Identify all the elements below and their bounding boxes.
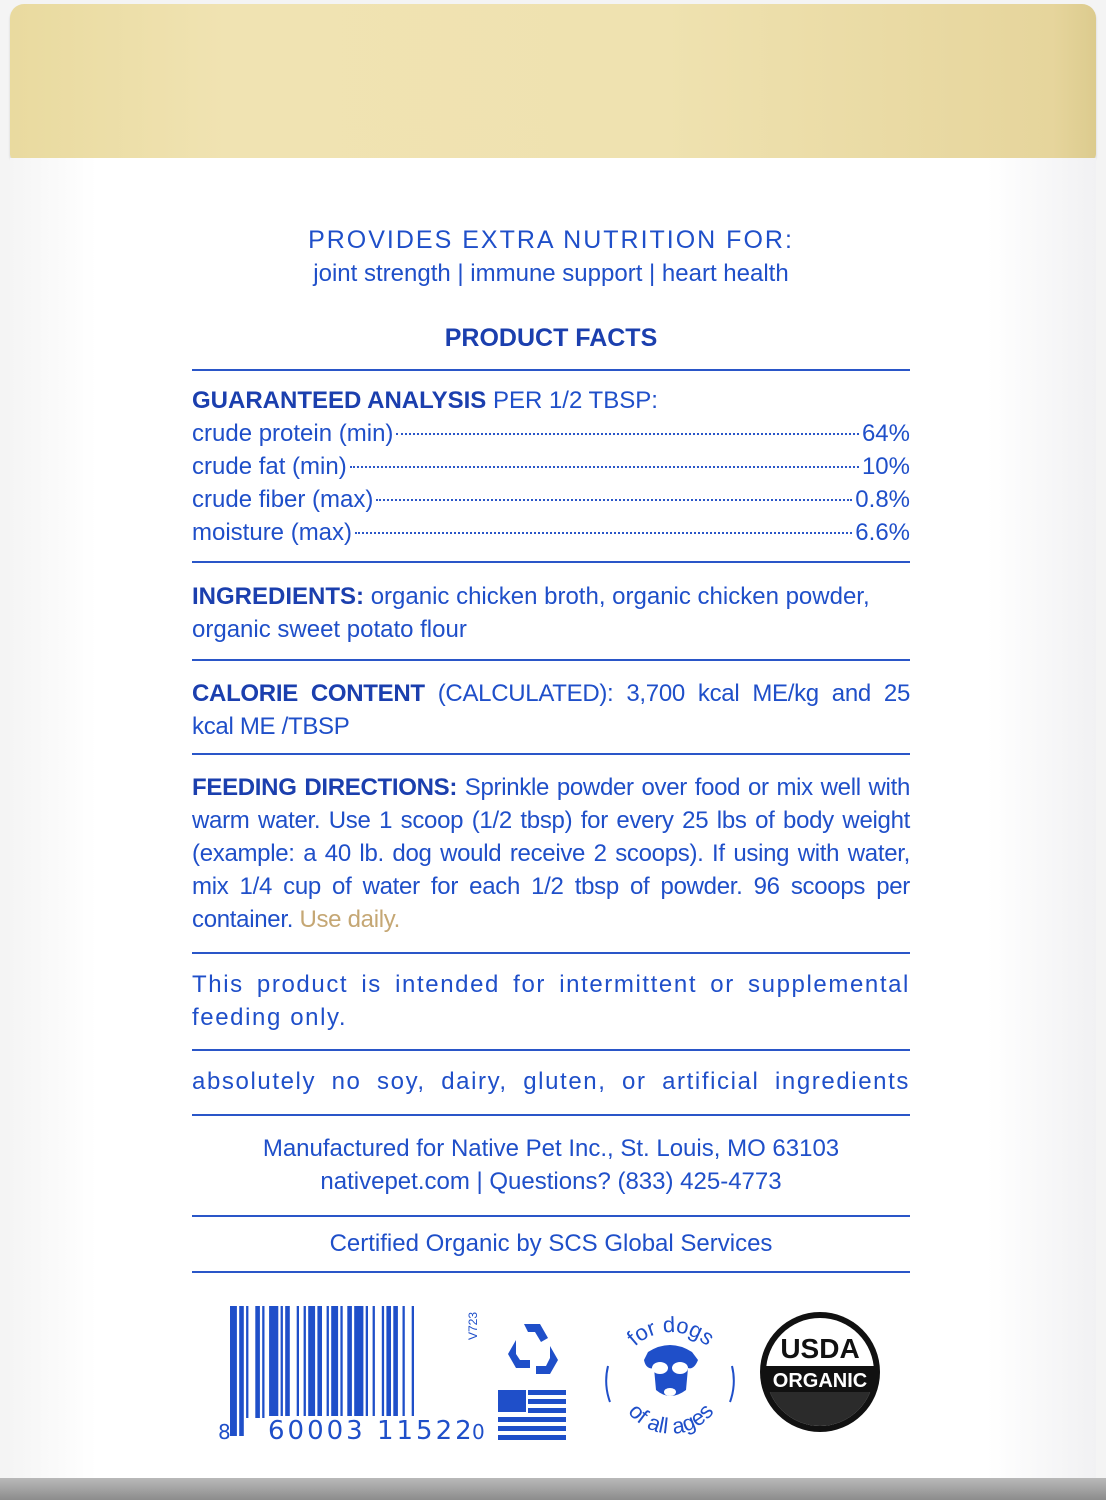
manufacturer-line1: Manufactured for Native Pet Inc., St. Louis, MO 63103 xyxy=(262,1135,840,1162)
use-daily: Use daily. xyxy=(299,906,401,933)
barcode-bar xyxy=(308,1306,315,1418)
barcode-bar xyxy=(262,1306,264,1418)
barcode-bar xyxy=(354,1306,363,1418)
barcode-bar xyxy=(393,1306,398,1418)
nutrition-title: PROVIDES EXTRA NUTRITION FOR: xyxy=(308,226,794,254)
benefits: joint strength | immune support | heart health xyxy=(313,260,789,287)
barcode-bar xyxy=(246,1306,248,1418)
analysis-heading: GUARANTEED ANALYSIS xyxy=(192,387,487,414)
analysis-value: 10% xyxy=(861,453,910,480)
feeding-heading: FEEDING DIRECTIONS: xyxy=(192,774,458,801)
barcode-code: V723 xyxy=(466,1311,480,1340)
divider xyxy=(192,1049,910,1051)
barcode-bar xyxy=(340,1306,342,1418)
divider xyxy=(192,753,910,755)
certification: Certified Organic by SCS Global Services xyxy=(329,1230,773,1257)
analysis-row xyxy=(192,417,910,450)
analysis-value: 64% xyxy=(861,420,910,447)
barcode-bar xyxy=(347,1306,352,1418)
american-flag-icon xyxy=(498,1390,566,1440)
feeding-text: Sprinkle powder over food or mix well with warm water. Use 1 scoop (1/2 tbsp) for every 25 lbs of body weight (example: a 40 lb. dog would receive 2 scoops). If using with water, mix 1/4 cup of water for each 1/2 tbsp of powder. 96 scoops per container. xyxy=(192,774,910,933)
barcode-bar xyxy=(327,1306,329,1418)
barcode-bar xyxy=(255,1306,260,1418)
svg-text:for dogs: for dogs xyxy=(621,1311,720,1351)
ingredients-text: organic chicken broth, organic chicken powder, organic sweet potato flour xyxy=(192,583,870,643)
calorie-heading: CALORIE CONTENT xyxy=(192,680,425,707)
analysis-row xyxy=(192,483,910,516)
analysis-label: crude fiber (max) xyxy=(192,486,374,513)
barcode-bar xyxy=(373,1306,375,1418)
divider xyxy=(192,1271,910,1273)
manufacturer-line2: nativepet.com | Questions? (833) 425-4773 xyxy=(320,1168,782,1195)
feeding-directions xyxy=(192,771,910,936)
barcode-bar xyxy=(331,1306,338,1418)
guaranteed-analysis xyxy=(192,384,910,549)
divider xyxy=(192,1215,910,1217)
analysis-per: PER 1/2 TBSP: xyxy=(492,387,658,414)
analysis-label: crude fat (min) xyxy=(192,453,347,480)
dog-face-icon xyxy=(644,1345,698,1396)
calorie-text: (CALCULATED): 3,700 kcal ME/kg and 25 kcal ME /TBSP xyxy=(192,680,911,740)
divider xyxy=(192,369,910,371)
analysis-row xyxy=(192,516,910,549)
barcode-bar xyxy=(230,1306,237,1436)
barcode-bar xyxy=(317,1306,322,1418)
svg-text:USDA: USDA xyxy=(780,1333,860,1364)
divider xyxy=(192,952,910,954)
svg-text:ORGANIC: ORGANIC xyxy=(772,1370,868,1392)
analysis-value: 0.8% xyxy=(855,486,910,513)
dot-leader xyxy=(376,499,852,501)
divider xyxy=(192,1114,910,1116)
dot-leader xyxy=(396,433,859,435)
barcode-lead-digit: 8 xyxy=(218,1420,231,1444)
barcode-bar xyxy=(269,1306,278,1418)
analysis-label: crude protein (min) xyxy=(192,420,394,447)
for-dogs-of-all-ages-badge xyxy=(600,1302,740,1452)
divider xyxy=(192,561,910,563)
svg-text:of all ages: of all ages xyxy=(623,1398,719,1439)
lid xyxy=(10,4,1096,160)
barcode-check-digit: 0 xyxy=(472,1420,485,1444)
recycle-icon xyxy=(502,1318,562,1378)
barcode-bar xyxy=(297,1306,299,1418)
analysis-label: moisture (max) xyxy=(192,519,353,546)
analysis-value: 6.6% xyxy=(855,519,910,546)
barcode-bar xyxy=(386,1306,391,1418)
analysis-row xyxy=(192,450,910,483)
usda-organic-seal xyxy=(756,1308,884,1436)
barcode-bar xyxy=(304,1306,306,1418)
dot-leader xyxy=(355,532,852,534)
barcode-bar xyxy=(366,1306,368,1418)
barcode-bar xyxy=(285,1306,290,1418)
ingredients-heading: INGREDIENTS: xyxy=(192,583,365,610)
supplemental-notice: This product is intended for intermittent or supplemental feeding only. xyxy=(192,971,910,1031)
ingredients xyxy=(192,580,910,646)
product-facts-heading: PRODUCT FACTS xyxy=(444,324,658,352)
container-base xyxy=(0,1478,1106,1500)
barcode-bar xyxy=(239,1306,244,1436)
calorie-content xyxy=(192,677,910,743)
badges-row xyxy=(190,1300,910,1460)
dot-leader xyxy=(350,466,859,468)
barcode-digits: 60003 11522 xyxy=(268,1416,475,1446)
divider xyxy=(192,659,910,661)
barcode-bar xyxy=(281,1306,283,1418)
free-from: absolutely no soy, dairy, gluten, or artificial ingredients xyxy=(192,1068,910,1095)
barcode-bar xyxy=(382,1306,384,1418)
